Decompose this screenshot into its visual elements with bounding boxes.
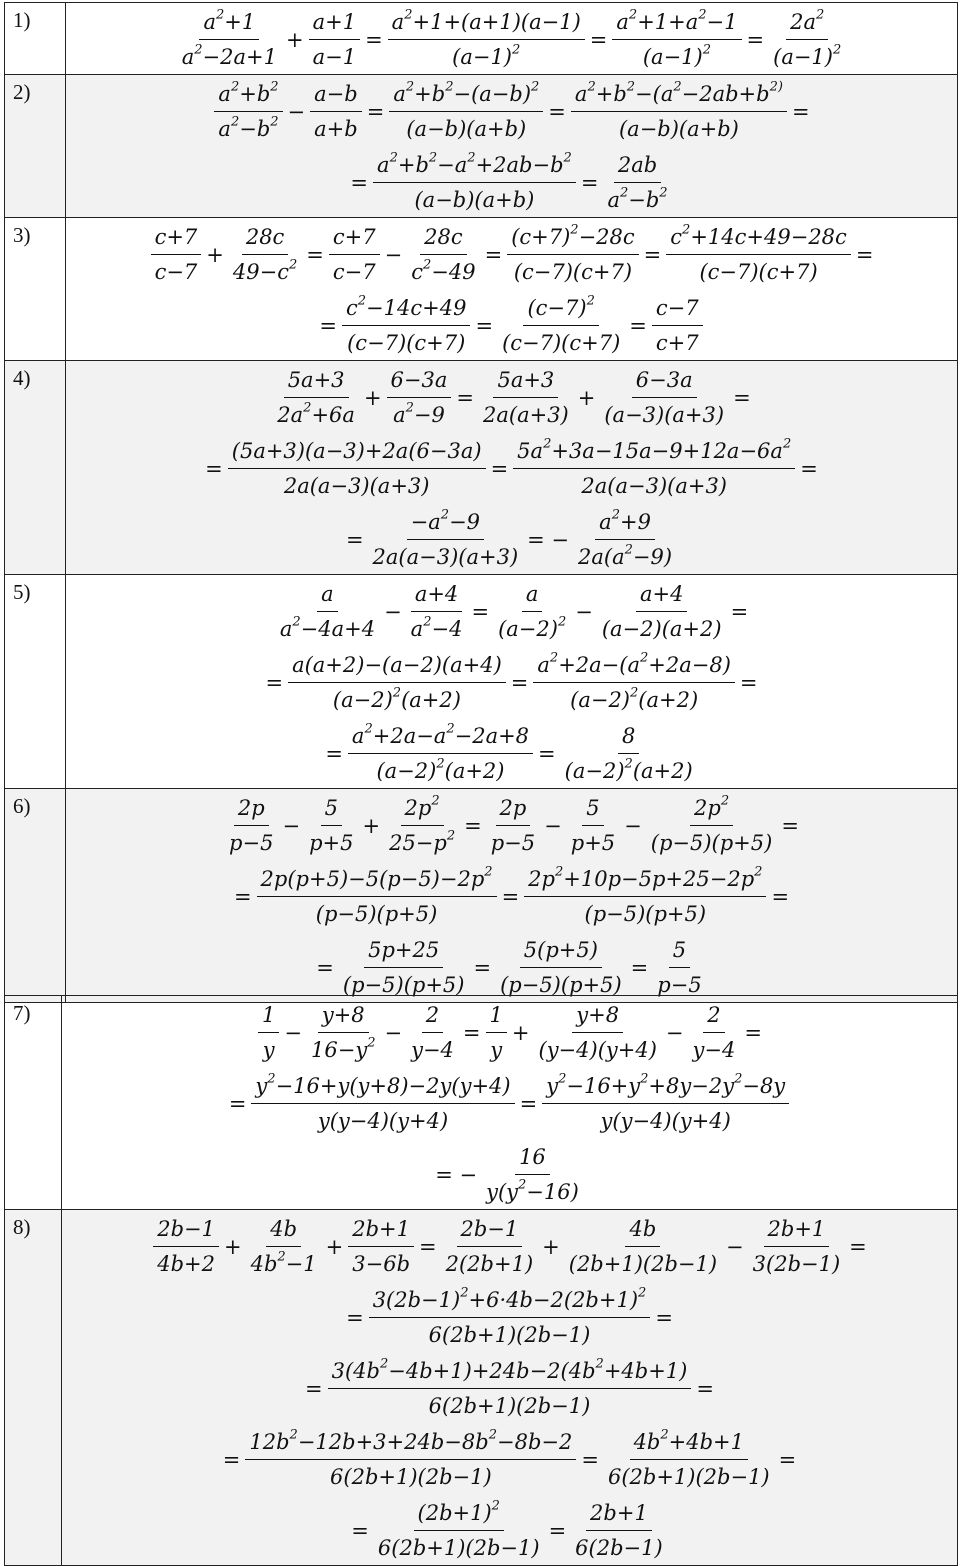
equation-line: $\frac{a}{a^2-4a+4}$ − $\frac{a+4}{a^2-4}$ = $\frac{a}{(a-2)^2}$ − $\frac{a+4}{(a-2)(a+2)}$ = (66, 577, 957, 646)
equation-line: $\frac{a^2+1}{a^2-2a+1}$ + $\frac{a+1}{a-1}$ = $\frac{a^2+1+(a+1)(a-1)}{(a-1)^2}$ = $\frac{a^2+1+a^2-1}{(a-1)^2}$ = $\frac{2a^2}{(a-1)^2}$ (66, 5, 957, 74)
problem-number: 7) (5, 996, 62, 1210)
solution-work (62, 1210, 958, 1566)
problem-row-6 (5, 789, 958, 1003)
equation-line: = $\frac{a^2+b^2-a^2+2ab-b^2}{(a-b)(a+b)}$ = $\frac{2ab}{a^2-b^2}$ (66, 148, 957, 217)
solution-work (62, 996, 958, 1210)
solution-work (66, 361, 958, 575)
solutions-table-1 (4, 2, 958, 1003)
problem-row-7 (5, 996, 958, 1210)
problem-row-3 (5, 218, 958, 361)
solution-work (66, 218, 958, 361)
equation-line: $\frac{2p}{p-5}$ − $\frac{5}{p+5}$ + $\frac{2p^2}{25-p^2}$ = $\frac{2p}{p-5}$ − $\frac{5}{p+5}$ − $\frac{2p^2}{(p-5)(p+5)}$ = (66, 791, 957, 860)
equation-line: $\frac{1}{y}$ − $\frac{y+8}{16-y^2}$ − $\frac{2}{y-4}$ = $\frac{1}{y}$ + $\frac{y+8}{(y-4)(y+4)}$ − $\frac{2}{y-4}$ = (62, 998, 957, 1067)
equation-line: $\frac{5a+3}{2a^2+6a}$ + $\frac{6-3a}{a^2-9}$ = $\frac{5a+3}{2a(a+3)}$ + $\frac{6-3a}{(a-3)(a+3)}$ = (66, 363, 957, 432)
solution-work (66, 3, 958, 75)
solution-work (66, 789, 958, 1003)
equation-line: = $\frac{-a^2-9}{2a(a-3)(a+3)}$ = − $\frac{a^2+9}{2a(a^2-9)}$ (66, 505, 957, 574)
problem-number: 6) (5, 789, 66, 1003)
solution-work (66, 575, 958, 789)
equation-line: $\frac{a^2+b^2}{a^2-b^2}$ − $\frac{a-b}{a+b}$ = $\frac{a^2+b^2-(a-b)^2}{(a-b)(a+b)}$ = $\frac{a^2+b^2-(a^2-2ab+b^{2)}}{(a-b)(a+b)}$ = (66, 77, 957, 146)
problem-row-8 (5, 1210, 958, 1566)
equation-line: = $\frac{c^2-14c+49}{(c-7)(c+7)}$ = $\frac{(c-7)^2}{(c-7)(c+7)}$ = $\frac{c-7}{c+7}$ (66, 291, 957, 360)
problem-number: 2) (5, 75, 66, 218)
problem-number: 3) (5, 218, 66, 361)
problem-row-4 (5, 361, 958, 575)
problem-row-1 (5, 3, 958, 75)
problem-number: 8) (5, 1210, 62, 1566)
equation-line: = $\frac{3(2b-1)^2+6\cdot 4b-2(2b+1)^2}{6(2b+1)(2b-1)}$ = (62, 1283, 957, 1352)
problem-row-2 (5, 75, 958, 218)
solutions-table-2 (4, 995, 958, 1566)
equation-line: = $\frac{3(4b^2-4b+1)+24b-2(4b^2+4b+1)}{6(2b+1)(2b-1)}$ = (62, 1354, 957, 1423)
equation-line: = $\frac{12b^2-12b+3+24b-8b^2-8b-2}{6(2b+1)(2b-1)}$ = $\frac{4b^2+4b+1}{6(2b+1)(2b-1)}$ = (62, 1425, 957, 1494)
equation-line: = $\frac{5p+25}{(p-5)(p+5)}$ = $\frac{5(p+5)}{(p-5)(p+5)}$ = $\frac{5}{p-5}$ (66, 933, 957, 1002)
equation-line: $\frac{c+7}{c-7}$ + $\frac{28c}{49-c^2}$ = $\frac{c+7}{c-7}$ − $\frac{28c}{c^2-49}$ = $\frac{(c+7)^2-28c}{(c-7)(c+7)}$ = $\frac{c^2+14c+49-28c}{(c-7)(c+7)}$ = (66, 220, 957, 289)
equation-line: = $\frac{(5a+3)(a-3)+2a(6-3a)}{2a(a-3)(a+3)}$ = $\frac{5a^2+3a-15a-9+12a-6a^2}{2a(a-3)(a+3)}$ = (66, 434, 957, 503)
equation-line: $\frac{2b-1}{4b+2}$ + $\frac{4b}{4b^2-1}$ + $\frac{2b+1}{3-6b}$ = $\frac{2b-1}{2(2b+1)}$ + $\frac{4b}{(2b+1)(2b-1)}$ − $\frac{2b+1}{3(2b-1)}$ = (62, 1212, 957, 1281)
problem-number: 1) (5, 3, 66, 75)
equation-line: = $\frac{(2b+1)^2}{6(2b+1)(2b-1)}$ = $\frac{2b+1}{6(2b-1)}$ (62, 1496, 957, 1565)
equation-line: = $\frac{a^2+2a-a^2-2a+8}{(a-2)^2(a+2)}$ = $\frac{8}{(a-2)^2(a+2)}$ (66, 719, 957, 788)
problem-number: 4) (5, 361, 66, 575)
equation-line: = − $\frac{16}{y(y^2-16)}$ (62, 1140, 957, 1209)
problem-number: 5) (5, 575, 66, 789)
solution-work (66, 75, 958, 218)
equation-line: = $\frac{2p(p+5)-5(p-5)-2p^2}{(p-5)(p+5)}$ = $\frac{2p^2+10p-5p+25-2p^2}{(p-5)(p+5)}$ = (66, 862, 957, 931)
equation-line: = $\frac{a(a+2)-(a-2)(a+4)}{(a-2)^2(a+2)}$ = $\frac{a^2+2a-(a^2+2a-8)}{(a-2)^2(a+2)}$ = (66, 648, 957, 717)
problem-row-5 (5, 575, 958, 789)
equation-line: = $\frac{y^2-16+y(y+8)-2y(y+4)}{y(y-4)(y+4)}$ = $\frac{y^2-16+y^2+8y-2y^2-8y}{y(y-4)(y+4)}$ (62, 1069, 957, 1138)
